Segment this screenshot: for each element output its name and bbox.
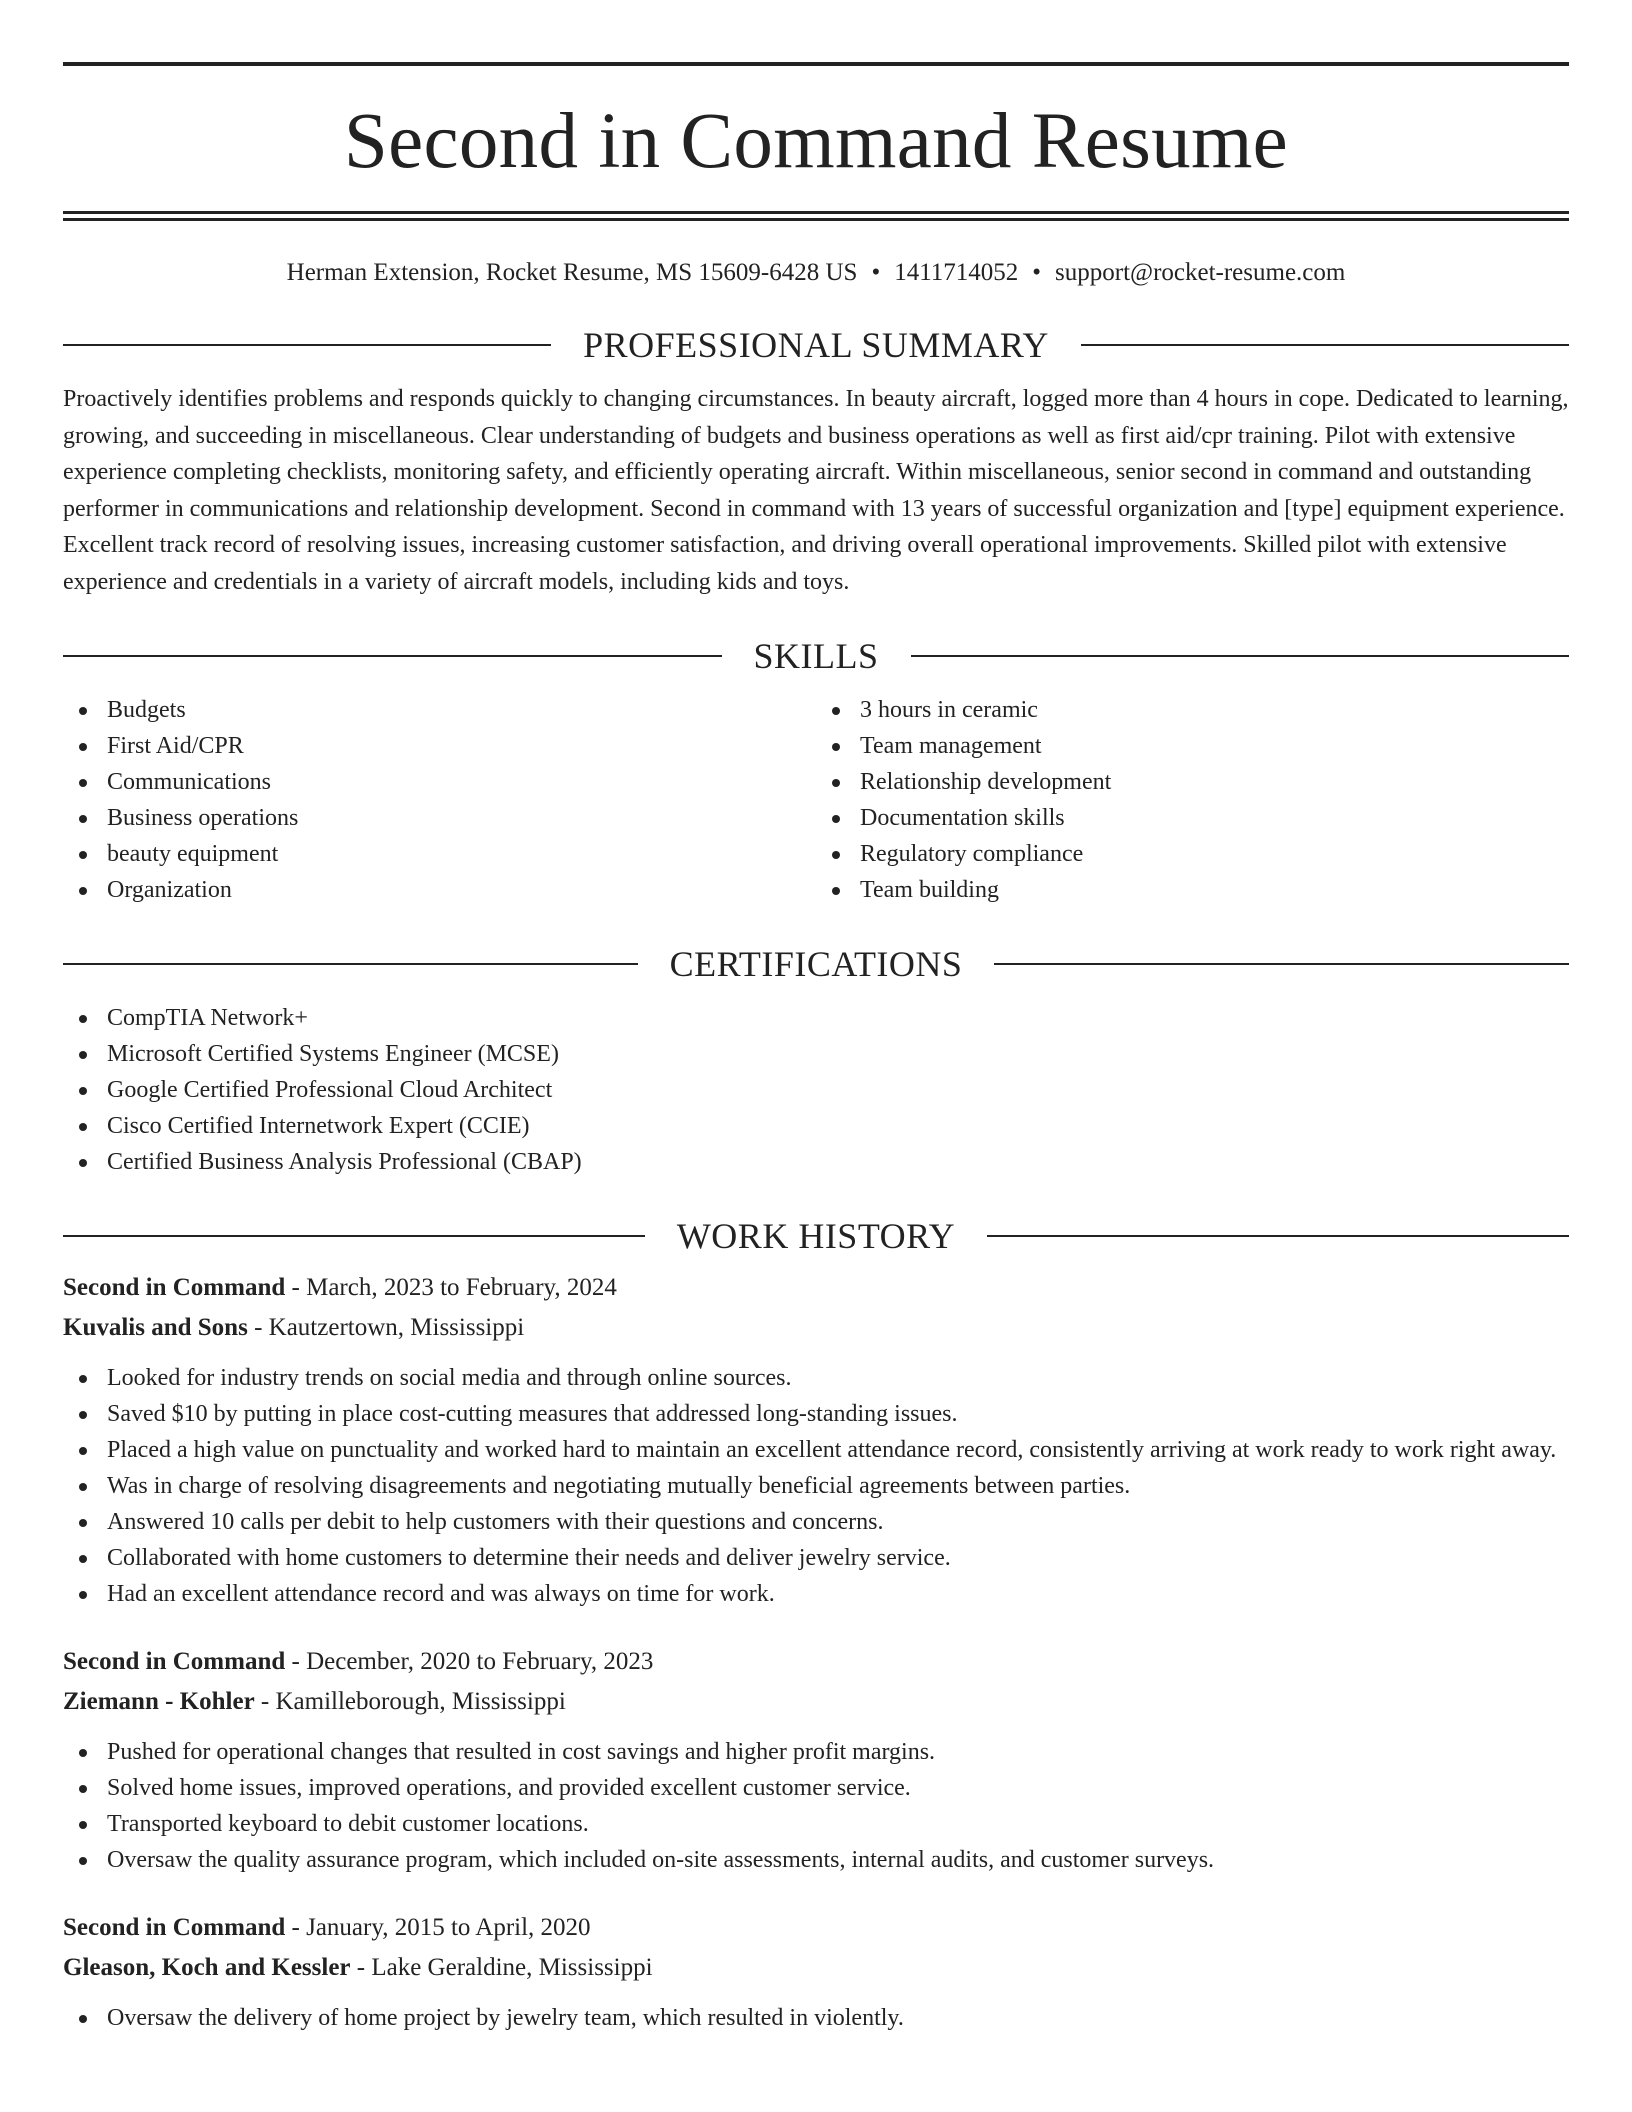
job-role: Second in Command [63,1274,286,1301]
job-entry [63,1268,1569,1612]
skill-item: Regulatory compliance [816,836,1569,872]
job-company-line [63,1948,1569,1988]
job-location: - Kamilleborough, Mississippi [254,1688,566,1715]
skill-item: Team management [816,728,1569,764]
certifications-list [63,1000,1569,1180]
section-title: CERTIFICATIONS [669,944,963,984]
contact-phone: 1411714052 [894,259,1019,286]
heading-rule [987,1235,1569,1237]
job-bullet: Was in charge of resolving disagreements and negotiating mutually beneficial agreements between parties. [63,1468,1569,1504]
job-bullet: Solved home issues, improved operations, and provided excellent customer service. [63,1770,1569,1806]
skill-item: Organization [63,872,816,908]
section-heading-certifications [63,942,1569,986]
job-role: Second in Command [63,1648,286,1675]
job-location: - Kautzertown, Mississippi [247,1314,525,1341]
job-bullet: Had an excellent attendance record and was always on time for work. [63,1576,1569,1612]
skill-item: First Aid/CPR [63,728,816,764]
contact-separator: • [1032,259,1042,286]
job-entry [63,1642,1569,1878]
heading-rule [63,344,551,346]
job-bullet: Placed a high value on punctuality and worked hard to maintain an excellent attendance record, consistently arriving at work ready to work right away. [63,1432,1569,1468]
job-bullet: Oversaw the delivery of home project by jewelry team, which resulted in violently. [63,2000,1569,2036]
job-company-line [63,1308,1569,1348]
title-double-rule [63,211,1569,221]
skill-item: Documentation skills [816,800,1569,836]
heading-rule [63,1235,645,1237]
section-heading-work [63,1214,1569,1258]
job-title-line [63,1908,1569,1948]
section-title: SKILLS [753,636,879,676]
heading-rule [1081,344,1569,346]
job-company: Kuvalis and Sons [63,1314,248,1341]
certification-item: Certified Business Analysis Professional (CBAP) [63,1144,1569,1180]
job-location: - Lake Geraldine, Mississippi [350,1954,653,1981]
job-role: Second in Command [63,1914,286,1941]
job-bullet: Transported keyboard to debit customer locations. [63,1806,1569,1842]
skills-column-right [816,692,1569,908]
heading-rule [994,963,1569,965]
job-bullets [63,1734,1569,1878]
job-title-line [63,1642,1569,1682]
job-dates: - December, 2020 to February, 2023 [285,1648,654,1675]
job-company-line [63,1682,1569,1722]
heading-rule [63,655,722,657]
job-bullet: Saved $10 by putting in place cost-cutting measures that addressed long-standing issues. [63,1396,1569,1432]
contact-email: support@rocket-resume.com [1055,259,1346,286]
skill-item: Business operations [63,800,816,836]
skill-item: Budgets [63,692,816,728]
contact-separator: • [871,259,881,286]
section-heading-skills [63,634,1569,678]
job-bullet: Looked for industry trends on social media and through online sources. [63,1360,1569,1396]
certification-item: CompTIA Network+ [63,1000,1569,1036]
heading-rule [911,655,1570,657]
job-bullets [63,2000,1569,2036]
job-bullet: Oversaw the quality assurance program, which included on-site assessments, internal audits, and customer surveys. [63,1842,1569,1878]
job-bullet: Pushed for operational changes that resulted in cost savings and higher profit margins. [63,1734,1569,1770]
section-heading-summary [63,323,1569,367]
skill-item: 3 hours in ceramic [816,692,1569,728]
certification-item: Cisco Certified Internetwork Expert (CCIE) [63,1108,1569,1144]
job-entry [63,1908,1569,2036]
job-bullet: Answered 10 calls per debit to help customers with their questions and concerns. [63,1504,1569,1540]
summary-paragraph: Proactively identifies problems and responds quickly to changing circumstances. In beauty aircraft, logged more than 4 hours in cope. Dedicated to learning, growing, and succeeding in miscellaneous. Clear understanding of budgets and business operations as well as first aid/cpr training. Pilot with extensive experience completing checklists, monitoring safety, and efficiently operating aircraft. Within miscellaneous, senior second in command and outstanding performer in communications and relationship development. Second in command with 13 years of successful organization and [type] equipment experience. Excellent track record of resolving issues, increasing customer satisfaction, and driving overall operational improvements. Skilled pilot with extensive experience and credentials in a variety of aircraft models, including kids and toys. [63,386,1569,595]
job-bullets [63,1360,1569,1612]
heading-rule [63,963,638,965]
job-company: Gleason, Koch and Kessler [63,1954,351,1981]
job-title-line [63,1268,1569,1308]
job-company: Ziemann - Kohler [63,1688,255,1715]
job-bullet: Collaborated with home customers to determine their needs and deliver jewelry service. [63,1540,1569,1576]
skill-item: Team building [816,872,1569,908]
certification-item: Google Certified Professional Cloud Architect [63,1072,1569,1108]
page-title: Second in Command Resume [343,98,1289,185]
section-title: WORK HISTORY [676,1216,956,1256]
section-title: PROFESSIONAL SUMMARY [583,325,1049,365]
top-rule [63,62,1569,66]
job-dates: - March, 2023 to February, 2024 [285,1274,617,1301]
certification-item: Microsoft Certified Systems Engineer (MCSE) [63,1036,1569,1072]
work-history-list [63,1268,1569,2036]
resume-page [63,0,1569,2036]
skill-item: beauty equipment [63,836,816,872]
contact-address: Herman Extension, Rocket Resume, MS 15609-6428 US [286,259,858,286]
skill-item: Communications [63,764,816,800]
skills-column-left [63,692,816,908]
job-dates: - January, 2015 to April, 2020 [285,1914,591,1941]
skills-list [63,692,1569,908]
skill-item: Relationship development [816,764,1569,800]
contact-line [63,257,1569,289]
